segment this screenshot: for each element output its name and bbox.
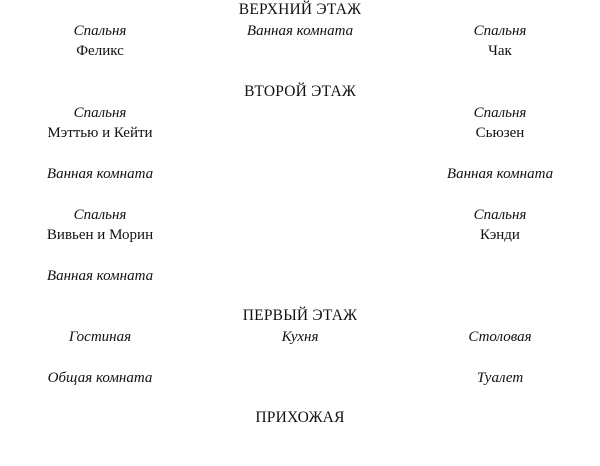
second-bedroom-left-2-occupant: Вивьен и Морин [46,227,154,243]
second-bedroom-right-2-occupant: Кэнди [480,227,520,243]
living-room-label: Гостиная [68,329,132,345]
second-bathroom-left-label: Ванная комната [46,166,154,182]
common-room-label: Общая комната [47,370,153,386]
top-bathroom-label: Ванная комната [246,23,354,39]
hallway-heading: ПРИХОЖАЯ [255,409,345,426]
second-bedroom-left-1-occupant: Мэттью и Кейти [47,125,153,141]
second-bedroom-left-2-label: Спальня [73,207,127,223]
top-bedroom-left-label: Спальня [73,23,127,39]
second-bedroom-right-2-label: Спальня [473,207,527,223]
dining-room-label: Столовая [468,329,532,345]
second-bedroom-left-1-label: Спальня [73,105,127,121]
top-bedroom-right-occupant: Чак [488,43,512,59]
second-bedroom-right-1-label: Спальня [473,105,527,121]
toilet-label: Туалет [476,370,524,386]
kitchen-label: Кухня [281,329,319,345]
second-floor-heading: ВТОРОЙ ЭТАЖ [244,83,356,100]
top-bedroom-left-occupant: Феликс [76,43,124,59]
second-bathroom-left-2-label: Ванная комната [46,268,154,284]
first-floor-heading: ПЕРВЫЙ ЭТАЖ [242,307,358,324]
top-floor-heading: ВЕРХНИЙ ЭТАЖ [238,1,362,18]
top-bedroom-right-label: Спальня [473,23,527,39]
second-bedroom-right-1-occupant: Сьюзен [475,125,525,141]
second-bathroom-right-label: Ванная комната [446,166,554,182]
